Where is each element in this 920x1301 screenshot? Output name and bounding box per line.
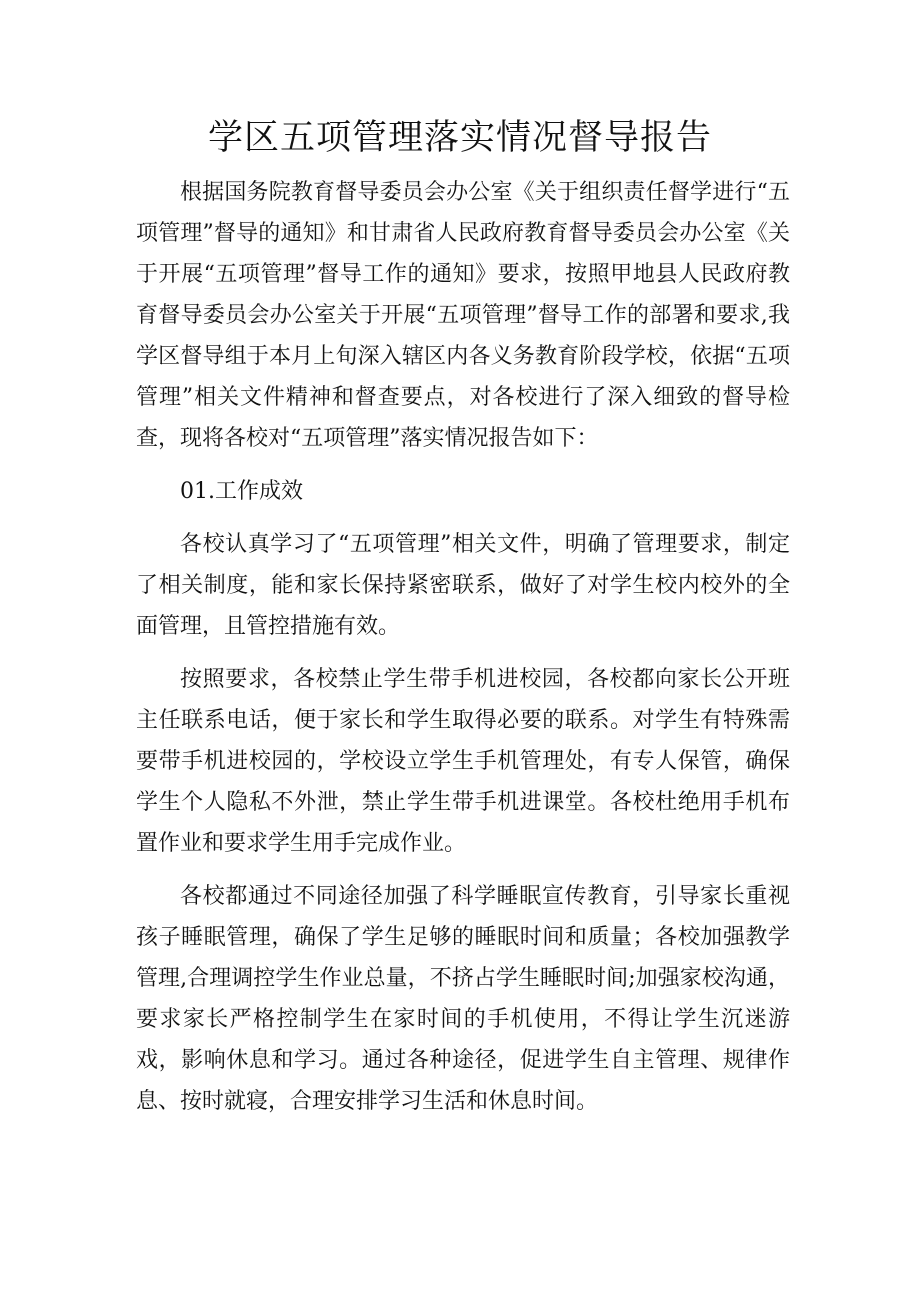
document-title: 学区五项管理落实情况督导报告 bbox=[207, 118, 712, 158]
phone-management-paragraph: 按照要求，各校禁止学生带手机进校园，各校都向家长公开班主任联系电话，便于家长和学生取得必要的联系。对学生有特殊需要带手机进校园的，学校设立学生手机管理处，有专人保管，确保学生个人隐私不外泄，禁止学生带手机进课堂。各校杜绝用手机布置作业和要求学生用手完成作业。 bbox=[136, 667, 790, 856]
section-heading: 01.工作成效 bbox=[180, 479, 303, 504]
intro-paragraph: 根据国务院教育督导委员会办公室《关于组织责任督学进行“五项管理”督导的通知》和甘肃省人民政府教育督导委员会办公室《关于开展“五项管理”督导工作的通知》要求，按照甲地县人民政府教育督导委员会办公室关于开展“五项管理”督导工作的部署和要求,我学区督导组于本月上旬深入辖区内各义务教育阶段学校，依据“五项管理”相关文件精神和督查要点，对各校进行了深入细致的督导检查，现将各校对“五项管理”落实情况报告如下： bbox=[136, 180, 790, 451]
achievement-paragraph: 各校认真学习了“五项管理”相关文件，明确了管理要求，制定了相关制度，能和家长保持紧密联系，做好了对学生校内校外的全面管理，且管控措施有效。 bbox=[136, 532, 790, 639]
sleep-management-paragraph: 各校都通过不同途径加强了科学睡眠宣传教育，引导家长重视孩子睡眠管理，确保了学生足够的睡眠时间和质量；各校加强教学管理,合理调控学生作业总量，不挤占学生睡眠时间;加强家校沟通，要求家长严格控制学生在家时间的手机使用，不得让学生沉迷游戏，影响休息和学习。通过各种途径，促进学生自主管理、规律作息、按时就寝，合理安排学习生活和休息时间。 bbox=[136, 884, 790, 1114]
document-body bbox=[136, 172, 790, 1122]
